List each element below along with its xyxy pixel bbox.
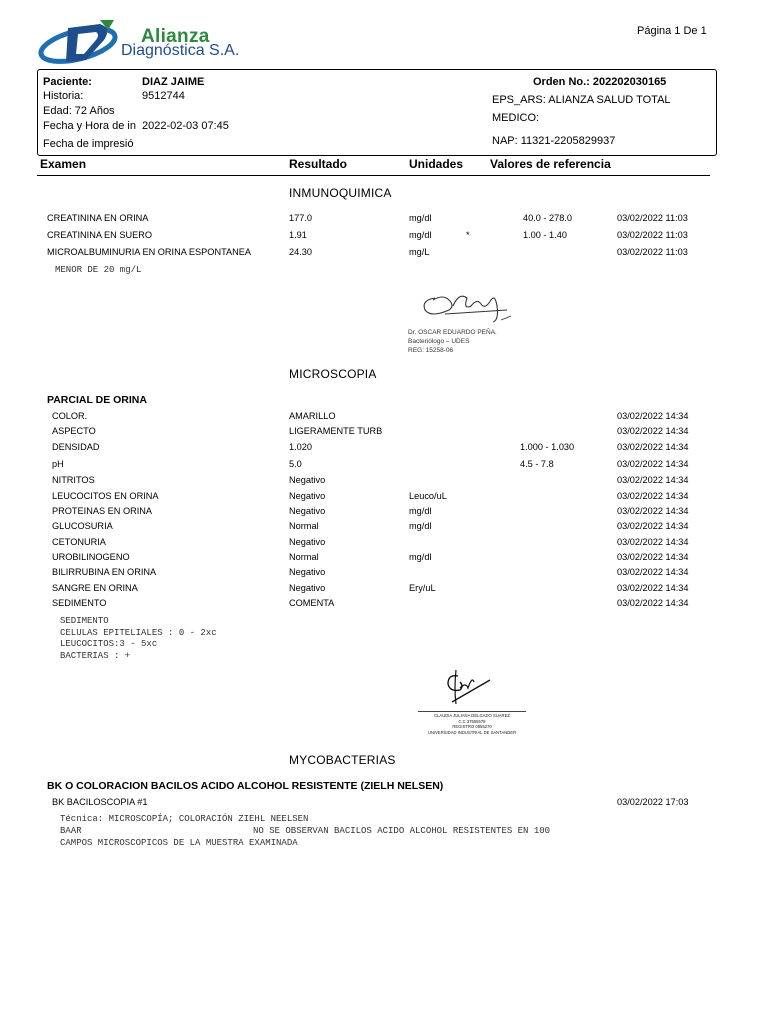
table-row [0,230,768,245]
group-title-parcial-orina: PARCIAL DE ORINA [47,394,147,406]
signature-2-reg: REGISTRO 0855270 [452,724,492,729]
logo-title: Alianza [141,26,210,47]
result-date: 03/02/2022 14:34 [617,491,689,501]
column-reference: Valores de referencia [490,157,611,171]
table-row [0,598,768,613]
exam-name: LEUCOCITOS EN ORINA [52,491,159,501]
signature-2-name: CLAUDIA JULIANA DELGADO SUAREZ [434,713,510,718]
myco-note-label: BAAR [60,826,82,836]
result-date: 03/02/2022 14:34 [617,552,689,562]
note-line: SEDIMENTO [60,616,109,626]
header-divider [37,175,710,176]
unit-value: mg/L [409,247,430,257]
signature-1-name: Dr. OSCAR EDUARDO PEÑA. [408,329,497,336]
signature-2-line [418,711,526,712]
result-date: 03/02/2022 14:34 [617,426,689,436]
result-date: 03/02/2022 14:34 [617,598,689,608]
logo-subtitle: Diagnóstica S.A. [121,42,240,59]
result-value: AMARILLO [289,411,336,421]
nap-value: NAP: 11321-2205829937 [492,135,616,147]
exam-name: PROTEINAS EN ORINA [52,506,153,516]
eps-value: EPS_ARS: ALIANZA SALUD TOTAL [492,94,671,106]
section-title-microscopia: MICROSCOPIA [289,367,377,381]
table-row [0,567,768,582]
reference-range: 4.5 - 7.8 [520,459,554,469]
patient-age: Edad: 72 Años [43,105,115,117]
table-row [0,552,768,567]
table-row [0,521,768,536]
result-value: 5.0 [289,459,302,469]
unit-value: mg/dl [409,506,432,516]
unit-value: Ery/uL [409,583,436,593]
medico-label: MEDICO: [492,112,540,124]
exam-name: BK BACILOSCOPIA #1 [52,797,148,807]
unit-value: mg/dl [409,213,432,223]
patient-name-label: Paciente: [43,76,92,88]
result-date: 03/02/2022 14:34 [617,475,689,485]
result-value: Negativo [289,567,326,577]
micro-note [60,616,217,662]
column-result: Resultado [289,157,348,171]
note-line: BACTERIAS : + [60,650,131,661]
result-value: Normal [289,552,319,562]
section-title-mycobacterias: MYCOBACTERIAS [289,753,396,767]
myco-note-line3: CAMPOS MICROSCOPICOS DE LA MUESTRA EXAMINADA [60,838,298,848]
date-value: 2022-02-03 07:45 [142,120,229,132]
result-value: Negativo [289,537,326,547]
result-value: Negativo [289,583,326,593]
exam-name: pH [52,459,64,469]
reference-range: 1.000 - 1.030 [520,442,575,452]
signature-1-icon [415,280,515,328]
signature-1-title: Bacteriólogo – UDES [408,338,470,345]
signature-1-reg: REG: 15258-06 [408,347,454,354]
result-value: 1.91 [289,230,307,240]
table-row [0,459,768,474]
result-value: 1.020 [289,442,312,452]
table-row [0,411,768,426]
history-label: Historia: [43,90,84,102]
note-line: CELULAS EPITELIALES : 0 - 2xc [60,627,217,638]
exam-name: NITRITOS [52,475,95,485]
reference-range: 40.0 - 278.0 [523,213,573,223]
group-title-bk: BK O COLORACION BACILOS ACIDO ALCOHOL RESISTENTE (ZIELH NELSEN) [47,780,444,792]
inmuno-note: MENOR DE 20 mg/L [55,265,142,275]
unit-value: mg/dl [409,552,432,562]
table-row [0,583,768,598]
unit-value: Leuco/uL [409,491,447,501]
table-row [0,797,768,812]
table-row [0,537,768,552]
page-number: Página 1 De 1 [637,25,707,37]
exam-name: CREATININA EN ORINA [47,213,149,223]
history-value: 9512744 [142,90,185,102]
date-label: Fecha y Hora de in [43,120,136,132]
table-row [0,506,768,521]
signature-2-icon [440,664,500,710]
result-date: 03/02/2022 14:34 [617,583,689,593]
table-row [0,491,768,506]
exam-name: CREATININA EN SUERO [47,230,152,240]
column-exam: Examen [40,157,87,171]
result-date: 03/02/2022 11:03 [617,247,688,257]
result-value: Negativo [289,475,326,485]
myco-note-line1: Técnica: MICROSCOPÍA; COLORACIÓN ZIEHL NEELSEN [60,814,309,824]
column-units: Unidades [409,157,464,171]
note-line: LEUCOCITOS:3 - 5xc [60,639,158,649]
exam-name: CETONURIA [52,537,106,547]
exam-name: SEDIMENTO [52,598,107,608]
section-title-inmunoquimica: INMUNOQUIMICA [289,186,392,200]
exam-name: SANGRE EN ORINA [52,583,138,593]
patient-name: DIAZ JAIME [142,76,205,88]
table-row [0,475,768,490]
table-row [0,247,768,262]
result-date: 03/02/2022 14:34 [617,411,689,421]
result-date: 03/02/2022 14:34 [617,459,689,469]
signature-2-university: UNIVERSIDAD INDUSTRIAL DE SANTANDER [427,729,517,735]
result-date: 03/02/2022 14:34 [617,506,689,516]
signature-2-id: C.C 37555578 [458,718,486,724]
result-value: Negativo [289,491,326,501]
logo-mark-icon [38,18,123,64]
result-value: 24.30 [289,247,312,257]
order-number: Orden No.: 202202030165 [533,76,667,88]
exam-name: BILIRRUBINA EN ORINA [52,567,157,577]
result-date: 03/02/2022 14:34 [617,521,689,531]
result-value: 177.0 [289,213,312,223]
exam-name: MICROALBUMINURIA EN ORINA ESPONTANEA [47,247,252,257]
result-value: Negativo [289,506,326,516]
result-date: 03/02/2022 11:03 [617,213,688,223]
result-date: 03/02/2022 14:34 [617,537,689,547]
table-row [0,426,768,441]
exam-name: UROBILINOGENO [52,552,130,562]
exam-name: ASPECTO [52,426,96,436]
table-row [0,442,768,457]
unit-value: mg/dl [409,521,432,531]
result-value: LIGERAMENTE TURB [289,426,383,436]
result-date: 03/02/2022 11:03 [617,230,688,240]
exam-name: GLUCOSURIA [52,521,113,531]
result-value: Normal [289,521,319,531]
result-date: 03/02/2022 14:34 [617,567,689,577]
result-date: 03/02/2022 14:34 [617,442,689,452]
result-date: 03/02/2022 17:03 [617,797,689,807]
reference-range: 1.00 - 1.40 [523,230,567,240]
print-date-label: Fecha de impresió [43,138,134,150]
table-row [0,213,768,228]
myco-note-value: NO SE OBSERVAN BACILOS ACIDO ALCOHOL RESISTENTES EN 100 [253,826,551,836]
exam-name: COLOR. [52,411,88,421]
abnormal-flag: * [466,230,470,240]
unit-value: mg/dl [409,230,432,240]
result-value: COMENTA [289,598,335,608]
exam-name: DENSIDAD [52,442,100,452]
